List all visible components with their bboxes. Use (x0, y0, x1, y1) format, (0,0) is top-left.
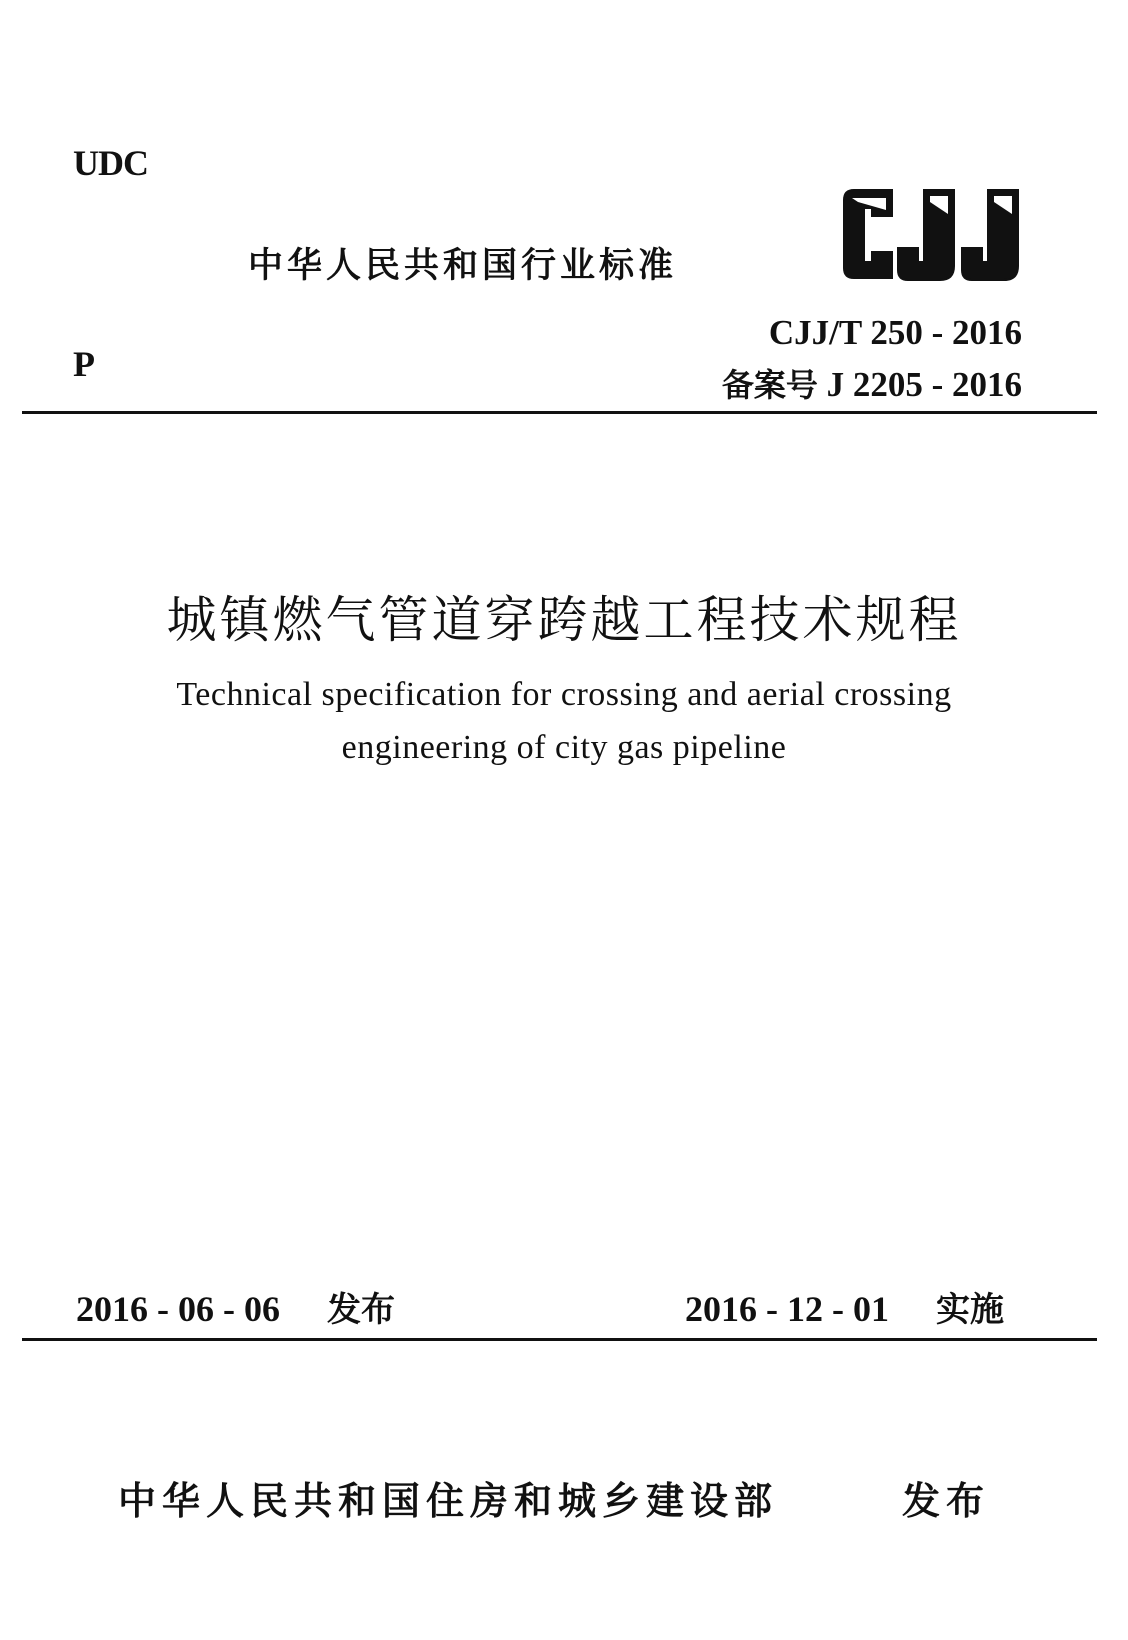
bottom-divider (22, 1338, 1097, 1341)
top-divider (22, 411, 1097, 414)
issue-date: 2016 - 06 - 06 (76, 1289, 280, 1329)
udc-label: UDC (73, 143, 148, 183)
record-label: 备案号 (721, 366, 818, 404)
title-english-line2: engineering of city gas pipeline (341, 729, 787, 766)
issue-label: 发布 (326, 1290, 395, 1330)
cjj-logo (838, 186, 1022, 286)
classification-code: P (73, 344, 95, 384)
standard-type: 中华人民共和国行业标准 (248, 246, 678, 286)
standard-code: CJJ/T 250 - 2016 (768, 313, 1022, 352)
publish-label: 发布 (902, 1479, 991, 1523)
implement-label: 实施 (935, 1290, 1004, 1330)
record-number: J 2205 - 2016 (826, 365, 1022, 404)
implement-date-line (685, 1282, 1004, 1331)
publisher: 中华人民共和国住房和城乡建设部 (118, 1479, 779, 1523)
title-chinese: 城镇燃气管道穿跨越工程技术规程 (166, 591, 962, 649)
issue-date-line (76, 1282, 395, 1331)
record-number-line (722, 360, 1022, 406)
title-english-line1: Technical specification for crossing and aerial crossing (176, 676, 952, 713)
implement-date: 2016 - 12 - 01 (685, 1289, 889, 1329)
